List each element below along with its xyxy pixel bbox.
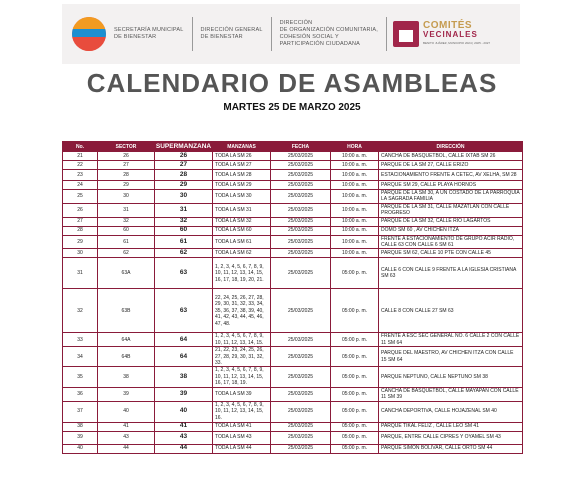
cell-supermanzana: 43 bbox=[155, 431, 213, 444]
cell-manzanas: 1, 2, 3, 4, 5, 6, 7, 8, 9, 10, 11, 12, 13, 14, 15, 16, 17, 18, 19. bbox=[213, 367, 271, 387]
cell-supermanzana: 62 bbox=[155, 249, 213, 258]
table-header-row bbox=[63, 142, 523, 152]
cell-hora: 10:00 a. m. bbox=[331, 152, 379, 161]
cell-sector: 27 bbox=[98, 161, 155, 170]
cell-direccion: CALLE 8 CON CALLE 27 SM 63 bbox=[379, 289, 523, 333]
cell-sector: 39 bbox=[98, 387, 155, 401]
cell-manzanas: TODA LA SM 39 bbox=[213, 387, 271, 401]
cell-hora: 05:00 p. m. bbox=[331, 431, 379, 444]
cell-hora: 05:00 p. m. bbox=[331, 367, 379, 387]
cell-direccion: PARQUE DE LA SM 32, CALLE RIO LAGARTOS bbox=[379, 217, 523, 226]
cell-hora: 10:00 a. m. bbox=[331, 181, 379, 190]
cell-no: 26 bbox=[63, 203, 98, 217]
cell-no: 32 bbox=[63, 289, 98, 333]
cell-hora: 05:00 p. m. bbox=[331, 258, 379, 289]
comites-line2: VECINALES bbox=[423, 29, 478, 39]
cell-direccion: PARQUE DE LA SM 27, CALLE ERIZO bbox=[379, 161, 523, 170]
cell-direccion: FRENTE A ESC SEC GENERAL NO. 6 CALLE 2 CON CALLE 11 SM 64 bbox=[379, 333, 523, 347]
table-row bbox=[63, 444, 523, 453]
org2-line2: DE BIENESTAR bbox=[200, 34, 243, 40]
header-banner bbox=[62, 4, 520, 64]
cell-sector: 41 bbox=[98, 422, 155, 431]
cell-sector: 44 bbox=[98, 444, 155, 453]
cell-sector: 38 bbox=[98, 367, 155, 387]
cell-hora: 10:00 a. m. bbox=[331, 226, 379, 235]
cell-manzanas: TODA LA SM 32 bbox=[213, 217, 271, 226]
cell-direccion: CALLE 6 CON CALLE 9 FRENTE A LA IGLESIA CRISTIANA SM 63 bbox=[379, 258, 523, 289]
table-row bbox=[63, 401, 523, 422]
cell-hora: 10:00 a. m. bbox=[331, 249, 379, 258]
table-row bbox=[63, 217, 523, 226]
org-direccion-organizacion bbox=[272, 20, 386, 48]
cell-supermanzana: 63 bbox=[155, 258, 213, 289]
cell-supermanzana: 30 bbox=[155, 190, 213, 204]
cell-supermanzana: 60 bbox=[155, 226, 213, 235]
cell-manzanas: TODA LA SM 62 bbox=[213, 249, 271, 258]
cell-manzanas: TODA LA SM 30 bbox=[213, 190, 271, 204]
cell-no: 29 bbox=[63, 235, 98, 249]
cell-supermanzana: 39 bbox=[155, 387, 213, 401]
cell-hora: 10:00 a. m. bbox=[331, 161, 379, 170]
cell-manzanas: TODA LA SM 43 bbox=[213, 431, 271, 444]
cell-hora: 05:00 p. m. bbox=[331, 289, 379, 333]
cell-fecha: 25/03/2025 bbox=[271, 387, 331, 401]
table-row bbox=[63, 289, 523, 333]
cell-fecha: 25/03/2025 bbox=[271, 422, 331, 431]
cell-fecha: 25/03/2025 bbox=[271, 235, 331, 249]
page-title: CALENDARIO DE ASAMBLEAS bbox=[86, 68, 498, 98]
cell-hora: 05:00 p. m. bbox=[331, 347, 379, 367]
cell-direccion: PARQUE, ENTRE CALLE CIPRES Y OYAMEL SM 43 bbox=[379, 431, 523, 444]
cell-supermanzana: 26 bbox=[155, 152, 213, 161]
cell-sector: 63B bbox=[98, 289, 155, 333]
cell-manzanas: 21, 22, 23, 24, 25, 26, 27, 28, 29, 30, 31, 32, 33. bbox=[213, 347, 271, 367]
cell-no: 35 bbox=[63, 367, 98, 387]
cell-fecha: 25/03/2025 bbox=[271, 170, 331, 181]
cell-sector: 64B bbox=[98, 347, 155, 367]
cell-supermanzana: 41 bbox=[155, 422, 213, 431]
cell-fecha: 25/03/2025 bbox=[271, 431, 331, 444]
assemblies-table bbox=[62, 141, 523, 454]
cell-no: 28 bbox=[63, 226, 98, 235]
cell-direccion: PARQUE SM 62, CALLE 10 PTE CON CALLE 45 bbox=[379, 249, 523, 258]
cell-manzanas: TODA LA SM 27 bbox=[213, 161, 271, 170]
cell-hora: 05:00 p. m. bbox=[331, 422, 379, 431]
cell-sector: 26 bbox=[98, 152, 155, 161]
cell-manzanas: 1, 2, 3, 4, 5, 6, 7, 8, 9, 10, 11, 12, 13, 14, 15, 16, 17, 18, 19, 20, 21. bbox=[213, 258, 271, 289]
table-row bbox=[63, 181, 523, 190]
cell-direccion: DOMO SM 60 , AV CHICHEN ITZA bbox=[379, 226, 523, 235]
cell-fecha: 25/03/2025 bbox=[271, 190, 331, 204]
cell-sector: 62 bbox=[98, 249, 155, 258]
table-row bbox=[63, 170, 523, 181]
cell-fecha: 25/03/2025 bbox=[271, 161, 331, 170]
cell-no: 25 bbox=[63, 190, 98, 204]
cell-supermanzana: 31 bbox=[155, 203, 213, 217]
comites-line3: BENITO JUÁREZ, MUNICIPIO 2024 | 2025 - 2027 bbox=[423, 40, 491, 45]
col-sector: SECTOR bbox=[98, 142, 155, 152]
org2-line1: DIRECCIÓN GENERAL bbox=[200, 27, 263, 33]
cell-supermanzana: 44 bbox=[155, 444, 213, 453]
cell-fecha: 25/03/2025 bbox=[271, 181, 331, 190]
table-row bbox=[63, 235, 523, 249]
cell-sector: 43 bbox=[98, 431, 155, 444]
comites-vecinales-logo bbox=[393, 21, 490, 48]
cell-fecha: 25/03/2025 bbox=[271, 289, 331, 333]
cell-no: 37 bbox=[63, 401, 98, 422]
house-icon bbox=[393, 21, 419, 47]
cell-no: 36 bbox=[63, 387, 98, 401]
cell-hora: 10:00 a. m. bbox=[331, 170, 379, 181]
cell-hora: 10:00 a. m. bbox=[331, 235, 379, 249]
cell-manzanas: 1, 2, 3, 4, 5, 6, 7, 8, 9, 10, 11, 12, 13, 14, 15, 16. bbox=[213, 401, 271, 422]
cell-supermanzana: 40 bbox=[155, 401, 213, 422]
cell-hora: 10:00 a. m. bbox=[331, 190, 379, 204]
cell-fecha: 25/03/2025 bbox=[271, 333, 331, 347]
cell-hora: 05:00 p. m. bbox=[331, 444, 379, 453]
cell-manzanas: 22, 24, 25, 26, 27, 28, 29, 30, 31, 32, 33, 34, 35, 36, 37, 38, 39, 40, 41, 42, 43, 44, 45, 46, 47, 48. bbox=[213, 289, 271, 333]
cell-fecha: 25/03/2025 bbox=[271, 152, 331, 161]
cell-manzanas: 1, 2, 3, 4, 5, 6, 7, 8, 9, 10, 11, 12, 13, 14, 15. bbox=[213, 333, 271, 347]
cell-sector: 40 bbox=[98, 401, 155, 422]
cell-fecha: 25/03/2025 bbox=[271, 249, 331, 258]
cell-hora: 05:00 p. m. bbox=[331, 401, 379, 422]
table-row bbox=[63, 258, 523, 289]
municipal-logo-icon bbox=[72, 17, 106, 51]
cell-fecha: 25/03/2025 bbox=[271, 226, 331, 235]
cell-hora: 10:00 a. m. bbox=[331, 203, 379, 217]
cell-hora: 05:00 p. m. bbox=[331, 333, 379, 347]
cell-manzanas: TODA LA SM 61 bbox=[213, 235, 271, 249]
org3-line4: PARTICIPACIÓN CIUDADANA bbox=[279, 41, 360, 47]
cell-direccion: PARQUE SIMÓN BOLIVAR, CALLE ORTO SM 44 bbox=[379, 444, 523, 453]
cell-supermanzana: 32 bbox=[155, 217, 213, 226]
org3-line3: COHESIÓN SOCIAL Y bbox=[279, 34, 339, 40]
cell-direccion: PARQUE DE LA SM 31, CALLE MAZATLAN CON CALLE PROGRESO bbox=[379, 203, 523, 217]
cell-sector: 29 bbox=[98, 181, 155, 190]
cell-supermanzana: 28 bbox=[155, 170, 213, 181]
table-row bbox=[63, 226, 523, 235]
org-secretaria bbox=[106, 27, 192, 41]
cell-direccion: PARQUE TIKAL FELIZ , CALLE LEO SM 41 bbox=[379, 422, 523, 431]
table-row bbox=[63, 161, 523, 170]
cell-no: 21 bbox=[63, 152, 98, 161]
table-row bbox=[63, 367, 523, 387]
cell-direccion: PARQUE DE LA SM 30, A UN COSTADO DE LA PARROQUIA LA SAGRADA FAMILIA bbox=[379, 190, 523, 204]
cell-sector: 60 bbox=[98, 226, 155, 235]
cell-supermanzana: 38 bbox=[155, 367, 213, 387]
cell-manzanas: TODA LA SM 26 bbox=[213, 152, 271, 161]
table-row bbox=[63, 152, 523, 161]
cell-hora: 05:00 p. m. bbox=[331, 387, 379, 401]
table-row bbox=[63, 422, 523, 431]
col-no: No. bbox=[63, 142, 98, 152]
page-date: MARTES 25 DE MARZO 2025 bbox=[223, 102, 361, 113]
cell-manzanas: TODA LA SM 29 bbox=[213, 181, 271, 190]
col-supermanzana: SUPERMANZANA bbox=[155, 143, 212, 150]
cell-supermanzana: 64 bbox=[155, 347, 213, 367]
cell-supermanzana: 27 bbox=[155, 161, 213, 170]
cell-fecha: 25/03/2025 bbox=[271, 367, 331, 387]
cell-manzanas: TODA LA SM 31 bbox=[213, 203, 271, 217]
table-row bbox=[63, 347, 523, 367]
table-row bbox=[63, 203, 523, 217]
cell-no: 27 bbox=[63, 217, 98, 226]
cell-manzanas: TODA LA SM 28 bbox=[213, 170, 271, 181]
table-row bbox=[63, 190, 523, 204]
cell-no: 38 bbox=[63, 422, 98, 431]
cell-fecha: 25/03/2025 bbox=[271, 444, 331, 453]
cell-hora: 10:00 a. m. bbox=[331, 217, 379, 226]
org3-line2: DE ORGANIZACIÓN COMUNITARIA, bbox=[279, 27, 378, 33]
cell-no: 30 bbox=[63, 249, 98, 258]
cell-sector: 63A bbox=[98, 258, 155, 289]
cell-direccion: PARQUE NEPTUNO, CALLE NEPTUNO SM 38 bbox=[379, 367, 523, 387]
cell-direccion: CANCHA DEPORTIVA, CALLE HOJAZENAL SM 40 bbox=[379, 401, 523, 422]
cell-sector: 28 bbox=[98, 170, 155, 181]
cell-fecha: 25/03/2025 bbox=[271, 347, 331, 367]
cell-sector: 32 bbox=[98, 217, 155, 226]
col-hora: HORA bbox=[331, 142, 379, 152]
cell-direccion: CANCHA DE BASQUETBOL, CALLE IXTAB SM 26 bbox=[379, 152, 523, 161]
cell-no: 40 bbox=[63, 444, 98, 453]
cell-manzanas: TODA LA SM 44 bbox=[213, 444, 271, 453]
cell-direccion: ESTACIONAMIENTO FRENTE A CETEC, AV XELHA, SM 28 bbox=[379, 170, 523, 181]
cell-direccion: FRENTE A ESTACIONAMIENTO DE GRUPO ACIR RADIO, CALLE 63 CON CALLE 6 SM 61 bbox=[379, 235, 523, 249]
cell-no: 24 bbox=[63, 181, 98, 190]
cell-direccion: CANCHA DE BASQUETBOL, CALLE MAYAPAN CON CALLE 11 SM 39 bbox=[379, 387, 523, 401]
cell-no: 22 bbox=[63, 161, 98, 170]
cell-no: 39 bbox=[63, 431, 98, 444]
cell-no: 33 bbox=[63, 333, 98, 347]
cell-sector: 30 bbox=[98, 190, 155, 204]
cell-sector: 61 bbox=[98, 235, 155, 249]
table-row bbox=[63, 249, 523, 258]
col-direccion: DIRECCIÓN bbox=[379, 142, 523, 152]
cell-no: 23 bbox=[63, 170, 98, 181]
cell-supermanzana: 29 bbox=[155, 181, 213, 190]
cell-manzanas: TODA LA SM 60 bbox=[213, 226, 271, 235]
cell-sector: 64A bbox=[98, 333, 155, 347]
cell-sector: 31 bbox=[98, 203, 155, 217]
cell-manzanas: TODA LA SM 41 bbox=[213, 422, 271, 431]
cell-fecha: 25/03/2025 bbox=[271, 258, 331, 289]
cell-direccion: PARQUE DEL MAESTRO, AV CHICHEN ITZA CON CALLE 15 SM 64 bbox=[379, 347, 523, 367]
table-row bbox=[63, 333, 523, 347]
org3-line1: DIRECCIÓN bbox=[279, 20, 313, 26]
cell-direccion: PARQUE SM 29, CALLE PLAYA HORNOS bbox=[379, 181, 523, 190]
cell-fecha: 25/03/2025 bbox=[271, 401, 331, 422]
col-manzanas: MANZANAS bbox=[213, 142, 271, 152]
cell-no: 34 bbox=[63, 347, 98, 367]
org1-line2: DE BIENESTAR bbox=[114, 34, 157, 40]
cell-supermanzana: 61 bbox=[155, 235, 213, 249]
org-direccion-general bbox=[193, 27, 271, 41]
table-row bbox=[63, 387, 523, 401]
cell-supermanzana: 63 bbox=[155, 289, 213, 333]
cell-supermanzana: 64 bbox=[155, 333, 213, 347]
cell-fecha: 25/03/2025 bbox=[271, 203, 331, 217]
divider bbox=[386, 17, 387, 51]
comites-line1: COMITÉS bbox=[423, 19, 473, 31]
org1-line1: SECRETARÍA MUNICIPAL bbox=[114, 27, 184, 33]
cell-fecha: 25/03/2025 bbox=[271, 217, 331, 226]
col-fecha: FECHA bbox=[271, 142, 331, 152]
cell-no: 31 bbox=[63, 258, 98, 289]
table-row bbox=[63, 431, 523, 444]
